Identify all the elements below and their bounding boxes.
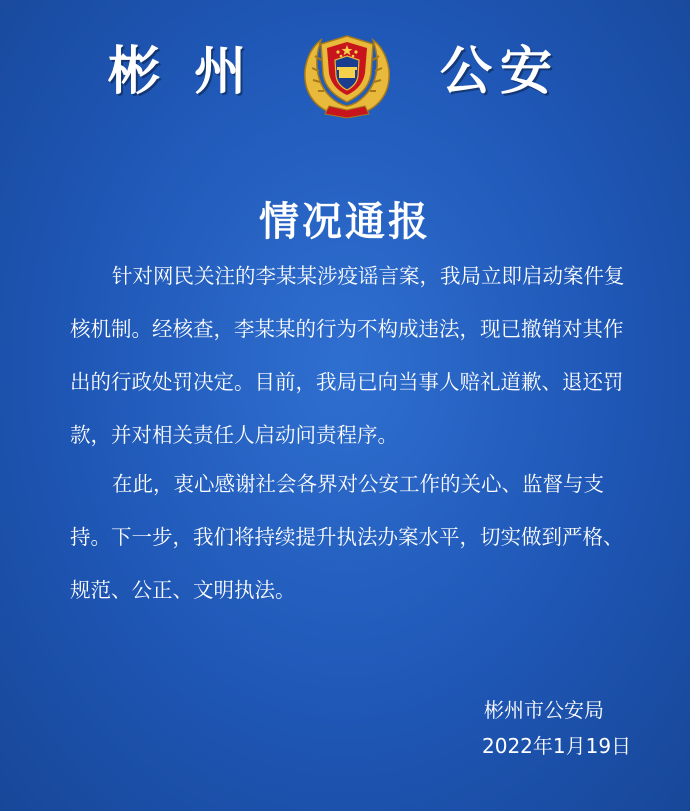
- header-left-title: 彬 州: [108, 42, 255, 102]
- signature-organization: 彬州市公安局: [484, 698, 604, 722]
- notice-paragraph: 在此，衷心感谢社会各界对公安工作的关心、监督与支持。下一步，我们将持续提升执法办案水平，切实做到严格、规范、公正、文明执法。: [70, 472, 624, 602]
- notice-paragraph: 针对网民关注的李某某涉疫谣言案，我局立即启动案件复核机制。经核查，李某某的行为不构成违法，现已撤销对其作出的行政处罚决定。目前，我局已向当事人赔礼道歉、退还罚款，并对相关责任人启动问责程序。: [70, 264, 625, 447]
- notice-title: 情况通报: [259, 198, 431, 245]
- header-right-title: 公安: [440, 42, 561, 102]
- police-emblem-icon: [295, 26, 399, 122]
- signature-date: 2022年1月19日: [482, 734, 632, 758]
